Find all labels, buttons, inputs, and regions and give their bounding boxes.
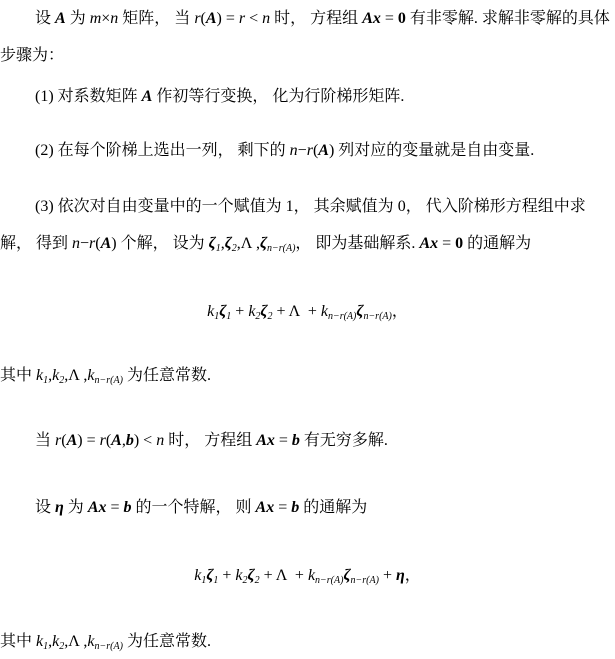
para-intro-run: 时， 方程组 bbox=[270, 10, 363, 27]
para-step-3-run: 2 bbox=[231, 243, 237, 254]
formula-general-solution-homogeneous-run: + bbox=[231, 303, 249, 320]
para-infinite-solutions-run: A bbox=[66, 432, 78, 449]
formula-general-solution-homogeneous-run: ζ bbox=[356, 303, 364, 320]
para-intro-run: n bbox=[262, 10, 271, 27]
para-step-3-run: , bbox=[220, 235, 225, 252]
para-constants-1-run: , bbox=[48, 367, 53, 384]
para-intro-run: n bbox=[110, 10, 119, 27]
para-infinite-solutions-run: 有无穷多解. bbox=[299, 432, 388, 449]
para-infinite-solutions-run: ( bbox=[61, 432, 67, 449]
para-step-3-run: 1 bbox=[285, 198, 294, 215]
para-constants-1-run: 其中 bbox=[0, 367, 37, 384]
para-particular-solution-run: 的通解为 bbox=[299, 499, 368, 516]
para-infinite-solutions-run: 时， 方程组 bbox=[164, 432, 257, 449]
formula-general-solution-homogeneous-run: 1 bbox=[214, 311, 220, 322]
formula-general-solution-homogeneous-run: 2 bbox=[255, 311, 261, 322]
para-step-2-run: r bbox=[306, 142, 313, 159]
para-constants-2 bbox=[0, 623, 615, 659]
para-constants-1-run: k bbox=[52, 367, 60, 384]
para-particular-solution bbox=[0, 489, 615, 526]
para-constants-1-run: ,Λ , bbox=[64, 367, 88, 384]
para-particular-solution-run: b bbox=[291, 499, 300, 516]
para-step-3 bbox=[0, 188, 615, 267]
formula-general-solution-homogeneous-run: 1 bbox=[226, 311, 232, 322]
para-step-1-run: (1) bbox=[35, 88, 58, 105]
formula-general-solution-nonhomogeneous-run: 1 bbox=[201, 575, 207, 586]
para-intro-run: A bbox=[205, 10, 217, 27]
formula-general-solution-nonhomogeneous-run: ζ bbox=[343, 567, 351, 584]
formula-general-solution-homogeneous-run: k bbox=[320, 303, 328, 320]
para-step-2-run: n bbox=[289, 142, 298, 159]
formula-general-solution-nonhomogeneous-run: ζ bbox=[206, 567, 214, 584]
para-step-3-run: ， 其余赋值为 bbox=[293, 198, 398, 215]
para-infinite-solutions-run: 当 bbox=[35, 432, 56, 449]
para-constants-2-run: n−r(A) bbox=[94, 641, 123, 652]
formula-general-solution-homogeneous-run: ζ bbox=[260, 303, 268, 320]
para-step-3-run: A bbox=[100, 235, 112, 252]
para-step-3-run: ， 即为基础解系. bbox=[295, 235, 420, 252]
para-constants-2-run: k bbox=[52, 633, 60, 650]
para-intro-run: m bbox=[89, 10, 102, 27]
para-intro-run: 矩阵， 当 bbox=[118, 10, 195, 27]
para-intro-run: r bbox=[194, 10, 201, 27]
formula-general-solution-nonhomogeneous-run: 2 bbox=[254, 575, 260, 586]
para-intro-run: ( bbox=[200, 10, 206, 27]
para-step-3-run: 0 bbox=[455, 235, 464, 252]
para-step-2-run: − bbox=[297, 142, 307, 159]
formula-general-solution-homogeneous-run: n−r(A) bbox=[327, 311, 357, 322]
formula-general-solution-nonhomogeneous bbox=[0, 557, 615, 599]
formula-general-solution-nonhomogeneous-run: k bbox=[235, 567, 243, 584]
para-intro-run: 为 bbox=[65, 10, 90, 27]
para-step-2-run: (2) bbox=[35, 142, 58, 159]
para-infinite-solutions-run: Ax bbox=[256, 432, 275, 449]
para-step-3-run: 1 bbox=[215, 243, 221, 254]
formula-general-solution-homogeneous-run: ζ bbox=[219, 303, 227, 320]
para-intro-run: = bbox=[380, 10, 398, 27]
para-infinite-solutions-run: ( bbox=[105, 432, 112, 449]
formula-general-solution-nonhomogeneous-run: n−r(A) bbox=[315, 575, 344, 586]
para-infinite-solutions-run: A bbox=[111, 432, 122, 449]
para-step-3-run: 个解， 设为 bbox=[120, 235, 209, 252]
formula-general-solution-homogeneous-run: 2 bbox=[267, 311, 273, 322]
para-particular-solution-run: 为 bbox=[63, 499, 88, 516]
formula-general-solution-homogeneous bbox=[0, 293, 615, 335]
para-step-3-run: ) bbox=[111, 235, 121, 252]
para-infinite-solutions-run: r bbox=[99, 432, 106, 449]
formula-general-solution-homogeneous-run: n−r(A) bbox=[363, 311, 392, 322]
para-constants-1-run: 1 bbox=[43, 375, 49, 386]
para-step-3-run: ,Λ , bbox=[236, 235, 260, 252]
para-infinite-solutions-run: b bbox=[291, 432, 300, 449]
para-constants-2-run: k bbox=[87, 633, 95, 650]
para-constants-1-run: k bbox=[36, 367, 44, 384]
formula-general-solution-nonhomogeneous-run: + bbox=[378, 567, 396, 584]
formula-general-solution-nonhomogeneous-run: k bbox=[307, 567, 316, 584]
para-intro-run: 设 bbox=[35, 10, 56, 27]
para-particular-solution-run: η bbox=[55, 499, 64, 516]
formula-general-solution-homogeneous-run: + Λ + bbox=[272, 303, 321, 320]
para-step-3-run: = bbox=[438, 235, 456, 252]
para-intro-run: 有非零解. 求解非零解的具体步骤为： bbox=[0, 10, 610, 64]
para-constants-1-run: n−r(A) bbox=[94, 375, 123, 386]
formula-general-solution-nonhomogeneous-run: 1 bbox=[213, 575, 219, 586]
formula-general-solution-nonhomogeneous-run: ， bbox=[404, 567, 421, 584]
para-step-3-run: ζ bbox=[224, 235, 232, 252]
para-infinite-solutions-run: = bbox=[274, 432, 292, 449]
para-intro-run: 0 bbox=[397, 10, 406, 27]
para-step-3-run: n bbox=[72, 235, 81, 252]
para-constants-1-run: 为任意常数. bbox=[122, 367, 211, 384]
para-infinite-solutions-run: b bbox=[125, 432, 134, 449]
formula-general-solution-nonhomogeneous-run: + bbox=[218, 567, 236, 584]
para-step-2-run: 列对应的变量就是自由变量. bbox=[338, 142, 535, 159]
para-step-3-run: n−r(A) bbox=[267, 243, 296, 254]
para-intro bbox=[0, 0, 615, 74]
para-step-2-run: A bbox=[318, 142, 329, 159]
para-particular-solution-run: Ax bbox=[255, 499, 275, 516]
para-particular-solution-run: 的一个特解， 则 bbox=[131, 499, 256, 516]
para-step-3-run: Ax bbox=[419, 235, 439, 252]
para-constants-2-run: k bbox=[36, 633, 44, 650]
para-infinite-solutions bbox=[0, 422, 615, 459]
para-step-1-run: 对系数矩阵 bbox=[57, 88, 142, 105]
para-step-3-run: (3) bbox=[35, 198, 58, 215]
para-step-3-run: ， 代入阶梯形方程组中求解， 得到 bbox=[0, 198, 586, 252]
para-particular-solution-run: b bbox=[123, 499, 132, 516]
para-intro-run: r bbox=[238, 10, 246, 27]
formula-general-solution-nonhomogeneous-run: η bbox=[395, 567, 405, 584]
para-constants-2-run: 2 bbox=[59, 641, 65, 652]
para-step-2 bbox=[0, 132, 615, 169]
para-step-3-run: r bbox=[89, 235, 96, 252]
para-step-3-run: 0 bbox=[397, 198, 406, 215]
formula-general-solution-homogeneous-run: k bbox=[248, 303, 256, 320]
para-intro-run: Ax bbox=[362, 10, 381, 27]
formula-general-solution-nonhomogeneous-run: 2 bbox=[242, 575, 248, 586]
para-particular-solution-run: = bbox=[274, 499, 292, 516]
para-step-2-run: ) bbox=[328, 142, 339, 159]
para-step-1-run: A bbox=[141, 88, 153, 105]
para-step-3-run: 依次对自由变量中的一个赋值为 bbox=[57, 198, 286, 215]
para-constants-2-run: 为任意常数. bbox=[122, 633, 211, 650]
formula-general-solution-homogeneous-run: ， bbox=[391, 303, 408, 320]
formula-general-solution-homogeneous-run: k bbox=[207, 303, 215, 320]
para-infinite-solutions-run: , bbox=[121, 432, 126, 449]
para-intro-run: < bbox=[245, 10, 263, 27]
para-particular-solution-run: = bbox=[106, 499, 124, 516]
formula-general-solution-nonhomogeneous-run: k bbox=[194, 567, 202, 584]
para-step-3-run: ζ bbox=[259, 235, 267, 252]
para-step-2-run: 在每个阶梯上选出一列， 剩下的 bbox=[57, 142, 290, 159]
para-infinite-solutions-run: r bbox=[55, 432, 62, 449]
para-constants-2-run: 1 bbox=[43, 641, 49, 652]
formula-general-solution-nonhomogeneous-run: n−r(A) bbox=[350, 575, 379, 586]
para-intro-run: × bbox=[101, 10, 111, 27]
formula-general-solution-nonhomogeneous-run: + Λ + bbox=[259, 567, 308, 584]
para-constants-1-run: 2 bbox=[59, 375, 65, 386]
para-particular-solution-run: Ax bbox=[87, 499, 107, 516]
para-step-3-run: − bbox=[80, 235, 90, 252]
para-intro-run: A bbox=[55, 10, 66, 27]
para-step-2-run: ( bbox=[312, 142, 319, 159]
para-constants-1 bbox=[0, 357, 615, 399]
formula-general-solution-nonhomogeneous-run: ζ bbox=[247, 567, 255, 584]
para-step-3-run: ζ bbox=[208, 235, 216, 252]
para-step-3-run: ( bbox=[95, 235, 101, 252]
para-infinite-solutions-run: ) < bbox=[133, 432, 157, 449]
para-intro-run: ) = bbox=[216, 10, 239, 27]
para-step-3-run: 的通解为 bbox=[463, 235, 532, 252]
para-step-1-run: 作初等行变换， 化为行阶梯形矩阵. bbox=[152, 88, 405, 105]
para-particular-solution-run: 设 bbox=[35, 499, 56, 516]
para-constants-1-run: k bbox=[87, 367, 95, 384]
para-constants-2-run: 其中 bbox=[0, 633, 37, 650]
para-infinite-solutions-run: ) = bbox=[77, 432, 100, 449]
para-constants-2-run: , bbox=[48, 633, 53, 650]
para-infinite-solutions-run: n bbox=[156, 432, 165, 449]
para-constants-2-run: ,Λ , bbox=[64, 633, 88, 650]
para-step-1 bbox=[0, 78, 615, 115]
